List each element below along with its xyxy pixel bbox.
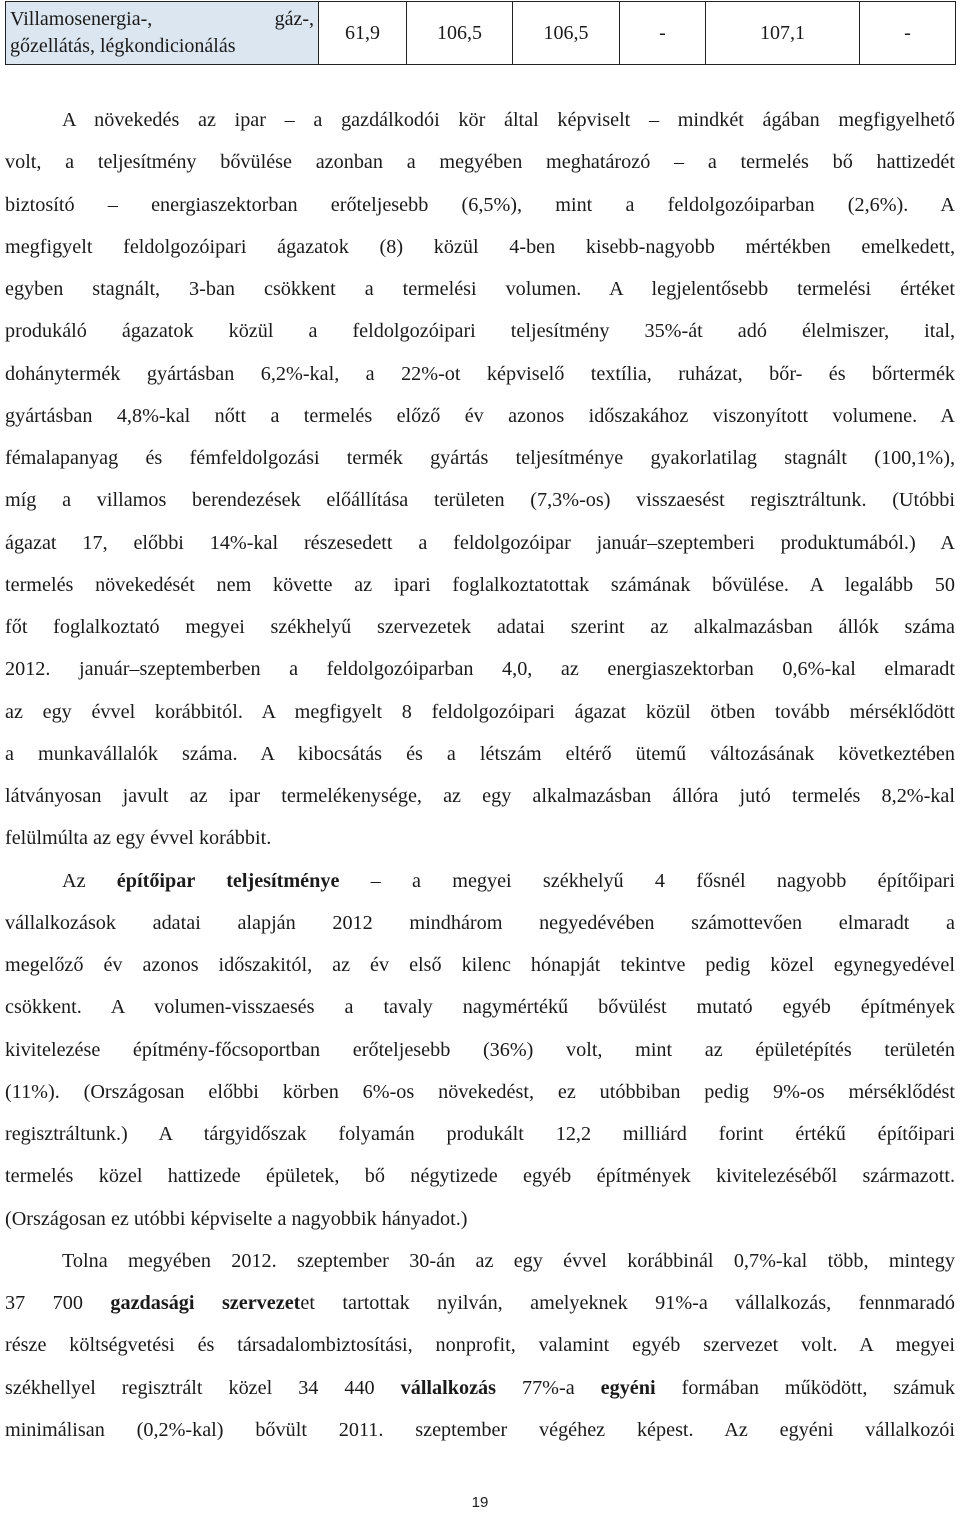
text-line: fémalapanyag és fémfeldolgozási termék gyártás teljesítménye gyakorlatilag stagnált (100,1%), <box>5 447 955 469</box>
table-cell: 106,5 <box>407 2 513 65</box>
text-line: A növekedés az ipar – a gazdálkodói kör által képviselt – mindkét ágában megfigyelhető <box>62 109 955 131</box>
bold-term: gazdasági szervezet <box>110 1292 301 1314</box>
text-line: 2012. január–szeptemberben a feldolgozóiparban 4,0, az energiaszektorban 0,6%-kal elmaradt <box>5 658 955 681</box>
data-table <box>5 1 956 65</box>
text-line: termelés közel hattizede épületek, bő négytizede egyéb építmények kivitelezéséből származott. <box>5 1165 955 1188</box>
text-line: főt foglalkoztató megyei székhelyű szervezetek adatai szerint az alkalmazásban állók száma <box>5 616 955 638</box>
table-row <box>6 2 956 65</box>
text-line: míg a villamos berendezések előállítása területen (7,3%-os) visszaesést regisztráltunk. (Utóbbi <box>5 489 955 512</box>
text-line: volt, a teljesítmény bővülése azonban a megyében meghatározó – a termelés bő hattizedét <box>5 151 955 174</box>
text-line: regisztráltunk.) A tárgyidőszak folyamán produkált 12,2 milliárd forint értékű építőipari <box>5 1123 955 1145</box>
text-line: (Országosan ez utóbbi képviselte a nagyobbik hányadot.) <box>5 1207 468 1230</box>
text-run: formában működött, számuk <box>655 1376 956 1399</box>
text-line: dohánytermék gyártásban 6,2%-kal, a 22%-ot képviselő textília, ruházat, bőr- és bőrtermék <box>5 362 955 385</box>
table-cell: 106,5 <box>513 2 620 65</box>
row-label-line1: Villamosenergia-, gáz-, <box>10 8 314 30</box>
text-line: biztosító – energiaszektorban erőteljesebb (6,5%), mint a feldolgozóiparban (2,6%). A <box>5 193 955 216</box>
text-line: termelés növekedését nem követte az ipari foglalkoztatottak számának bővülése. A legalább 50 <box>5 573 955 596</box>
text-line: gyártásban 4,8%-kal nőtt a termelés előző év azonos időszakához viszonyított volumene. A <box>5 404 955 427</box>
text-line: felülmúlta az egy évvel korábbit. <box>5 827 272 850</box>
text-line: megelőző év azonos időszakitól, az év első kilenc hónapját tekintve pedig közel egynegyedével <box>5 954 955 976</box>
text-line <box>5 1367 955 1409</box>
text-line: Tolna megyében 2012. szeptember 30-án az egy évvel korábbinál 0,7%-kal több, mintegy <box>62 1249 955 1272</box>
page-number: 19 <box>471 1494 489 1511</box>
text-run: – a megyei székhelyű 4 fősnél nagyobb építőipari <box>339 869 955 892</box>
row-label-line2: gőzellátás, légkondicionálás <box>10 35 236 57</box>
text-line: egyben stagnált, 3-ban csökkent a termelési volumen. A legjelentősebb termelési értéket <box>5 278 955 300</box>
text-run: székhellyel regisztrált közel 34 440 <box>5 1376 401 1399</box>
text-line: az egy évvel korábbitól. A megfigyelt 8 feldolgozóipari ágazat közül ötben tovább mérséklődött <box>5 700 955 723</box>
table-cell: 107,1 <box>706 2 860 65</box>
text-run: et tartottak nyilván, amelyeknek 91%-a vállalkozás, fennmaradó <box>300 1292 956 1314</box>
text-line: csökkent. A volumen-visszaesés a tavaly nagymértékű bővülést mutató egyéb építmények <box>5 996 955 1019</box>
text-line: része költségvetési és társadalombiztosítási, nonprofit, valamint egyéb szervezet volt. A megyei <box>5 1334 955 1357</box>
row-label-cell <box>6 2 319 65</box>
paragraph-organizations <box>5 1240 955 1451</box>
text-run: 37 700 <box>5 1292 111 1314</box>
text-line <box>5 1282 955 1324</box>
text-line: minimálisan (0,2%-kal) bővült 2011. szeptember végéhez képest. Az egyéni vállalkozói <box>5 1418 955 1441</box>
text-line: ágazat 17, előbbi 14%-kal részesedett a feldolgozóipar január–szeptemberi produktumából.) A <box>5 531 955 554</box>
text-line: a munkavállalók száma. A kibocsátás és a létszám eltérő ütemű változásának következtében <box>5 742 955 765</box>
paragraph-construction <box>5 860 955 1240</box>
text-line <box>5 860 955 902</box>
bold-term: építőipar teljesítménye <box>116 869 340 892</box>
table-cell: 61,9 <box>319 2 407 65</box>
text-line: produkáló ágazatok közül a feldolgozóipari teljesítmény 35%-át adó élelmiszer, ital, <box>5 320 955 343</box>
document-body <box>5 99 955 1451</box>
text-line: megfigyelt feldolgozóipari ágazatok (8) közül 4-ben kisebb-nagyobb mértékben emelkedett, <box>5 235 955 258</box>
text-run: Az <box>62 869 117 892</box>
paragraph-industry <box>5 99 955 860</box>
text-line: (11%). (Országosan előbbi körben 6%-os növekedést, ez utóbbiban pedig 9%-os mérséklődést <box>5 1080 955 1103</box>
text-line: kivitelezése építmény-főcsoportban erőteljesebb (36%) volt, mint az épületépítés területén <box>5 1038 955 1061</box>
text-line: látványosan javult az ipar termelékenysége, az egy alkalmazásban állóra jutó termelés 8,2%-kal <box>5 785 955 807</box>
text-line: vállalkozások adatai alapján 2012 mindhárom negyedévében számottevően elmaradt a <box>5 911 955 934</box>
table-cell: - <box>860 2 956 65</box>
bold-term: vállalkozás <box>400 1376 496 1399</box>
bold-term: egyéni <box>600 1376 656 1399</box>
table-cell: - <box>620 2 706 65</box>
text-run: 77%-a <box>495 1376 601 1399</box>
